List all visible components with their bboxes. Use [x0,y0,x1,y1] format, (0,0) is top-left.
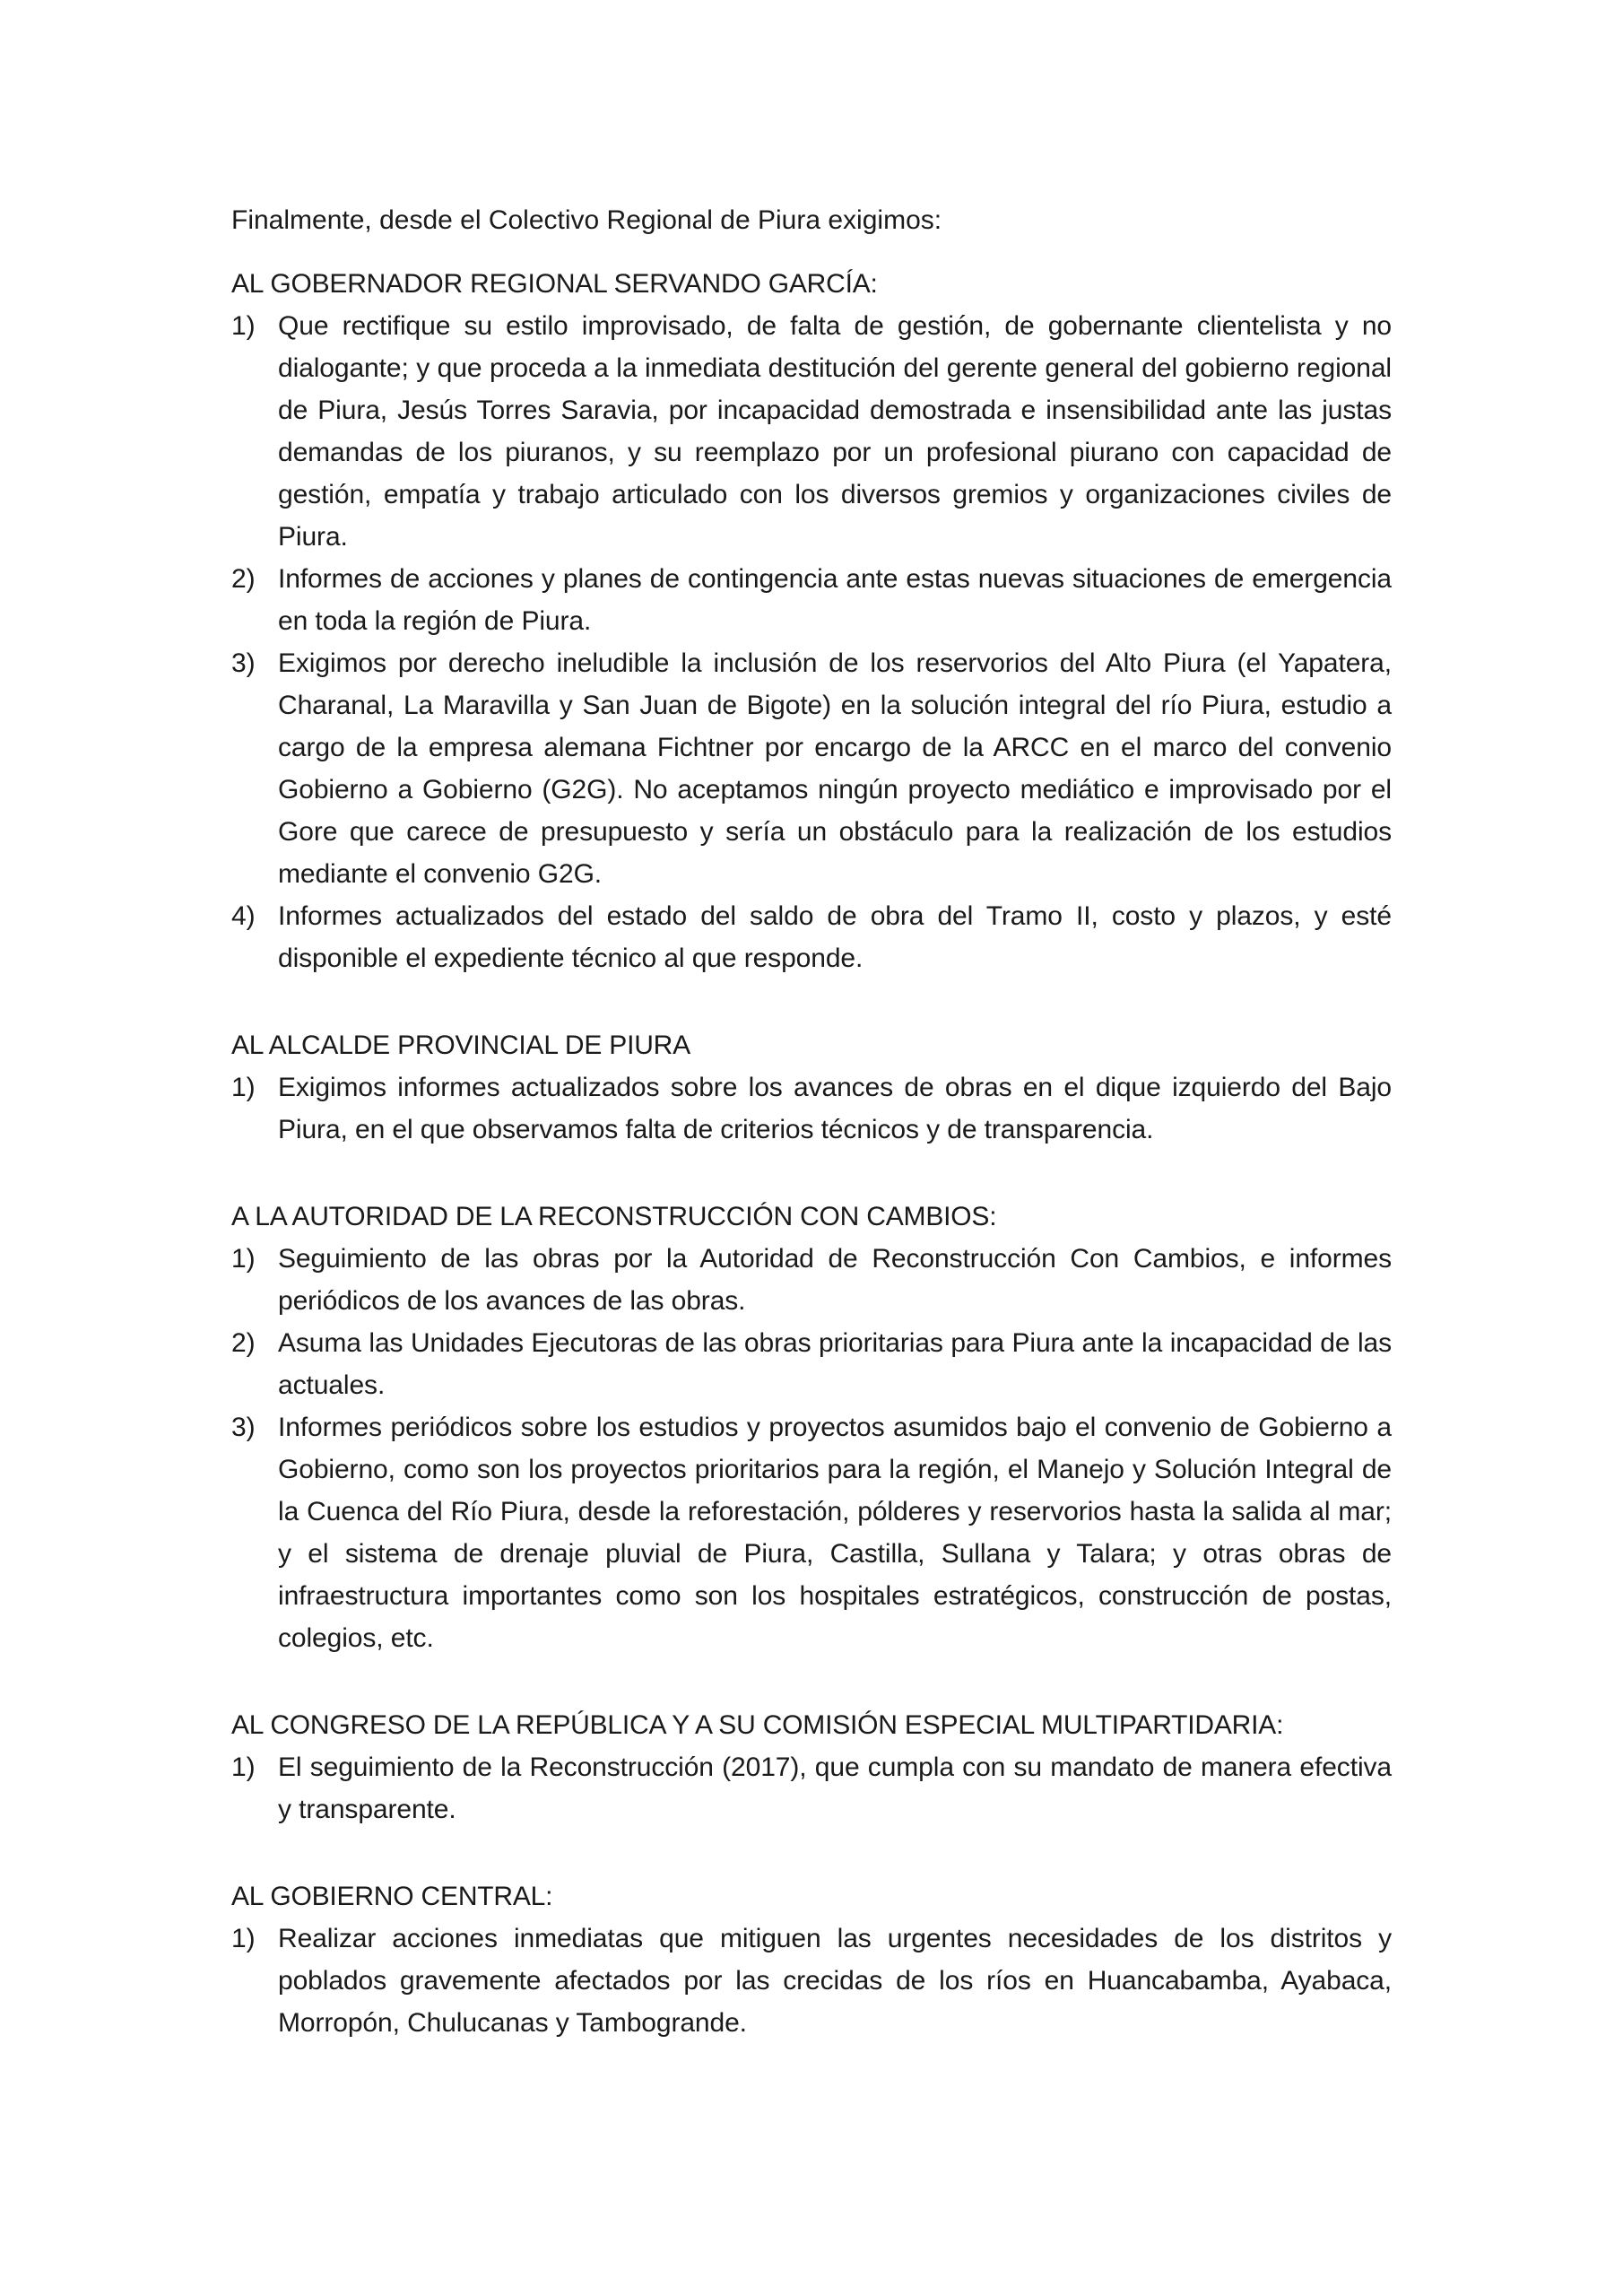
item-number: 3) [231,648,256,678]
item-text: Exigimos por derecho ineludible la inclusión de los reservorios del Alto Piura (el Yapatera, Charanal, La Maravilla y San Juan de Bigote) en la solución integral del río Piura, estudio a cargo de la empresa alemana Fichtner por encargo de la ARCC en el marco del convenio Gobierno a Gobierno (G2G). No aceptamos ningún proyecto mediático e improvisado por el Gore que carece de presupuesto y sería un obstáculo para la realización de los estudios mediante el convenio G2G. [278,648,1392,889]
intro-paragraph: Finalmente, desde el Colectivo Regional de Piura exigimos: [231,205,942,235]
item-number: 1) [231,1752,256,1782]
numbered-list [231,1066,1392,1151]
section-gobernador-regional [231,263,1392,979]
list-item [231,895,1392,979]
item-number: 1) [231,1924,256,1953]
numbered-list [231,1746,1392,1831]
section-heading: AL GOBIERNO CENTRAL: [231,1882,553,1911]
section-heading: AL ALCALDE PROVINCIAL DE PIURA [231,1031,690,1060]
item-number: 2) [231,1328,256,1358]
item-number: 2) [231,564,256,594]
list-item [231,642,1392,895]
section-alcalde-provincial [231,1024,1392,1151]
list-item [231,1406,1392,1659]
list-item [231,558,1392,642]
section-congreso-republica [231,1704,1392,1831]
item-number: 1) [231,1244,256,1274]
numbered-list [231,1238,1392,1659]
section-heading: A LA AUTORIDAD DE LA RECONSTRUCCIÓN CON CAMBIOS: [231,1202,997,1231]
item-text: Exigimos informes actualizados sobre los avances de obras en el dique izquierdo del Bajo Piura, en el que observamos falta de criterios técnicos y de transparencia. [278,1073,1392,1144]
item-text: Seguimiento de las obras por la Autoridad de Reconstrucción Con Cambios, e informes periódicos de los avances de las obras. [278,1244,1392,1316]
item-number: 3) [231,1413,256,1442]
item-text: Informes actualizados del estado del saldo de obra del Tramo II, costo y plazos, y esté disponible el expediente técnico al que responde. [278,901,1392,973]
list-item [231,305,1392,558]
section-heading: AL CONGRESO DE LA REPÚBLICA Y A SU COMISIÓN ESPECIAL MULTIPARTIDARIA: [231,1710,1284,1740]
item-text: Realizar acciones inmediatas que mitiguen las urgentes necesidades de los distritos y poblados gravemente afectados por las crecidas de los ríos en Huancabamba, Ayabaca, Morropón, Chulucanas y Tambogrande. [278,1924,1392,2038]
item-text: Informes periódicos sobre los estudios y proyectos asumidos bajo el convenio de Gobierno a Gobierno, como son los proyectos prioritarios para la región, el Manejo y Solución Integral de la Cuenca del Río Piura, desde la reforestación, pólderes y reservorios hasta la salida al mar; y el sistema de drenaje pluvial de Piura, Castilla, Sullana y Talara; y otras obras de infraestructura importantes como son los hospitales estratégicos, construcción de postas, colegios, etc. [278,1413,1392,1653]
numbered-list [231,1918,1392,2044]
section-gobierno-central [231,1875,1392,2044]
item-text: Informes de acciones y planes de contingencia ante estas nuevas situaciones de emergencia en toda la región de Piura. [278,564,1392,636]
item-text: Asuma las Unidades Ejecutoras de las obras prioritarias para Piura ante la incapacidad de las actuales. [278,1328,1392,1400]
item-text: El seguimiento de la Reconstrucción (2017), que cumpla con su mandato de manera efectiva y transparente. [278,1752,1392,1824]
list-item [231,1066,1392,1151]
item-number: 4) [231,901,256,931]
section-heading: AL GOBERNADOR REGIONAL SERVANDO GARCÍA: [231,269,878,299]
section-autoridad-reconstruccion [231,1196,1392,1659]
numbered-list [231,305,1392,979]
list-item [231,1918,1392,2044]
item-number: 1) [231,311,256,341]
item-number: 1) [231,1073,256,1102]
list-item [231,1322,1392,1406]
item-text: Que rectifique su estilo improvisado, de falta de gestión, de gobernante clientelista y no dialogante; y que proceda a la inmediata destitución del gerente general del gobierno regional de Piura, Jesús Torres Saravia, por incapacidad demostrada e insensibilidad ante las justas demandas de los piuranos, y su reemplazo por un profesional piurano con capacidad de gestión, empatía y trabajo articulado con los diversos gremios y organizaciones civiles de Piura. [278,311,1392,552]
list-item [231,1238,1392,1322]
list-item [231,1746,1392,1831]
